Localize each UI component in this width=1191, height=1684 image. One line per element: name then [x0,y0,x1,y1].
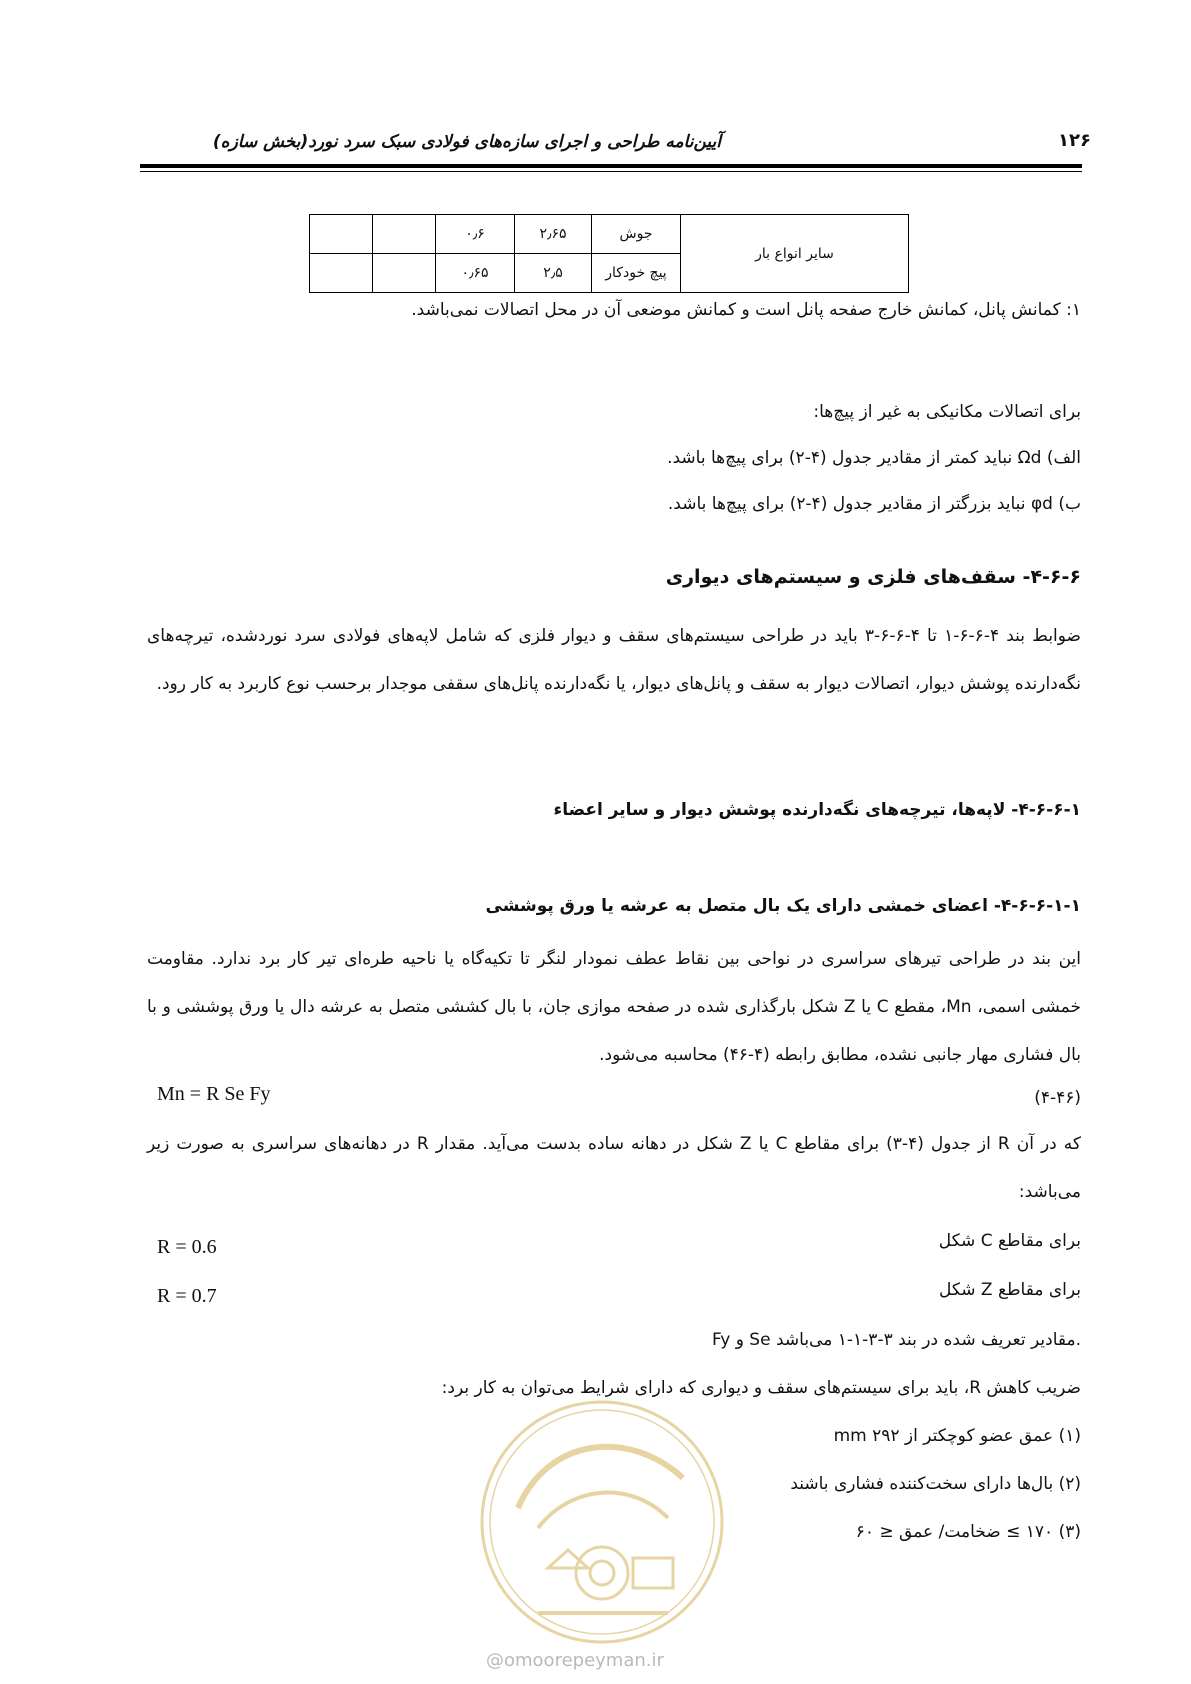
page-number: ۱۲۶ [1058,130,1091,151]
table-cell: ۲٫۵ [515,254,592,293]
header-title: آیین‌نامه طراحی و اجرای سازه‌های فولادی سبک سرد نورد(بخش سازه) [212,132,721,152]
table-cell: ۰٫۶ [436,215,515,254]
table-cell [310,254,373,293]
table-cell [373,215,436,254]
header-rule-thick [140,164,1082,168]
z-section-label: برای مقاطع Z شکل [939,1280,1081,1300]
table-cell: جوش [592,215,681,254]
mech-item-a: الف) Ωd نباید کمتر از مقادیر جدول (۴-۲) برای پیچ‌ها باشد. [667,448,1081,468]
section-paragraph-4-6-6: ضوابط بند ۴-۶-۶-۱ تا ۴-۶-۶-۳ باید در طراحی سیستم‌های سقف و دیوار فلزی که شامل لاپه‌های فولادی سرد نوردشده، تیرچه‌های نگه‌دارنده پوشش دیوار، اتصالات دیوار به سقف و پانل‌های دیوار، یا نگه‌دارنده پانل‌های سقفی موجدار برحسب نوع کاربرد به کار رود. [147,626,1081,694]
equation-number: (۴-۴۶) [1034,1088,1081,1108]
condition-2: (۲) بال‌ها دارای سخت‌کننده فشاری باشند [790,1474,1081,1494]
c-section-label: برای مقاطع C شکل [938,1231,1081,1251]
section-paragraph-4-6-6-1-1: این بند در طراحی تیرهای سراسری در نواحی بین نقاط عطف نمودار لنگر تا تکیه‌گاه یا ناحیه طره‌ای تیر کار برد ندارد. مقاومت خمشی اسمی، Mn، مقطع C یا Z شکل بارگذاری شده در صفحه موازی جان، با بال کششی متصل به عرشه دال یا ورق پوششی و با بال فشاری مهار جانبی نشده، مطابق رابطه (۴-۴۶) محاسبه می‌شود. [147,949,1081,1065]
header-rule-thin [140,171,1082,172]
table-cell: ۲٫۶۵ [515,215,592,254]
table-footnote: ۱: کمانش پانل، کمانش خارج صفحه پانل است و کمانش موضعی آن در محل اتصالات نمی‌باشد. [411,300,1081,320]
table-cell [310,215,373,254]
section-heading-4-6-6-1-1: ۴-۶-۶-۱-۱- اعضای خمشی دارای یک بال متصل به عرشه یا ورق پوششی [485,896,1081,916]
z-section-value: R = 0.7 [157,1285,217,1307]
c-section-value: R = 0.6 [157,1236,217,1258]
watermark-seal-icon [478,1398,726,1646]
table-row [310,215,909,254]
mech-intro: برای اتصالات مکانیکی به غیر از پیچ‌ها: [813,402,1081,422]
table-cell: پیچ خودکار [592,254,681,293]
section-heading-4-6-6: ۴-۶-۶- سقف‌های فلزی و سیستم‌های دیواری [665,566,1081,588]
table-cell-category: سایر انواع بار [681,215,909,293]
equation-formula: Mn = R Se Fy [157,1083,271,1105]
table-cell: ۰٫۶۵ [436,254,515,293]
reduction-factor-line: ضریب کاهش R، باید برای سیستم‌های سقف و دیواری که دارای شرایط می‌توان به کار برد: [441,1378,1081,1398]
load-factor-table [309,214,909,293]
section-heading-4-6-6-1: ۴-۶-۶-۱- لاپه‌ها، تیرچه‌های نگه‌دارنده پوشش دیوار و سایر اعضاء [553,800,1081,820]
watermark-site-text: @omoorepeyman.ir [486,1650,664,1671]
table-cell [373,254,436,293]
condition-1: (۱) عمق عضو کوچکتر از ۲۹۲ mm [833,1426,1081,1446]
r-definition-paragraph: که در آن R از جدول (۴-۳) برای مقاطع C یا Z شکل در دهانه ساده بدست می‌آید. مقدار R در دهانه‌های سراسری به صورت زیر می‌باشد: [147,1134,1081,1202]
definitions-line: Fy و Se مقادیر تعریف شده در بند ۳-۳-۱-۱ می‌باشد. [712,1330,1081,1350]
mech-item-b: ب) φd نباید بزرگتر از مقادیر جدول (۴-۲) برای پیچ‌ها باشد. [667,494,1081,514]
condition-3: (۳) ۱۷۰ ≥ ضخامت/ عمق ≤ ۶۰ [855,1522,1081,1542]
